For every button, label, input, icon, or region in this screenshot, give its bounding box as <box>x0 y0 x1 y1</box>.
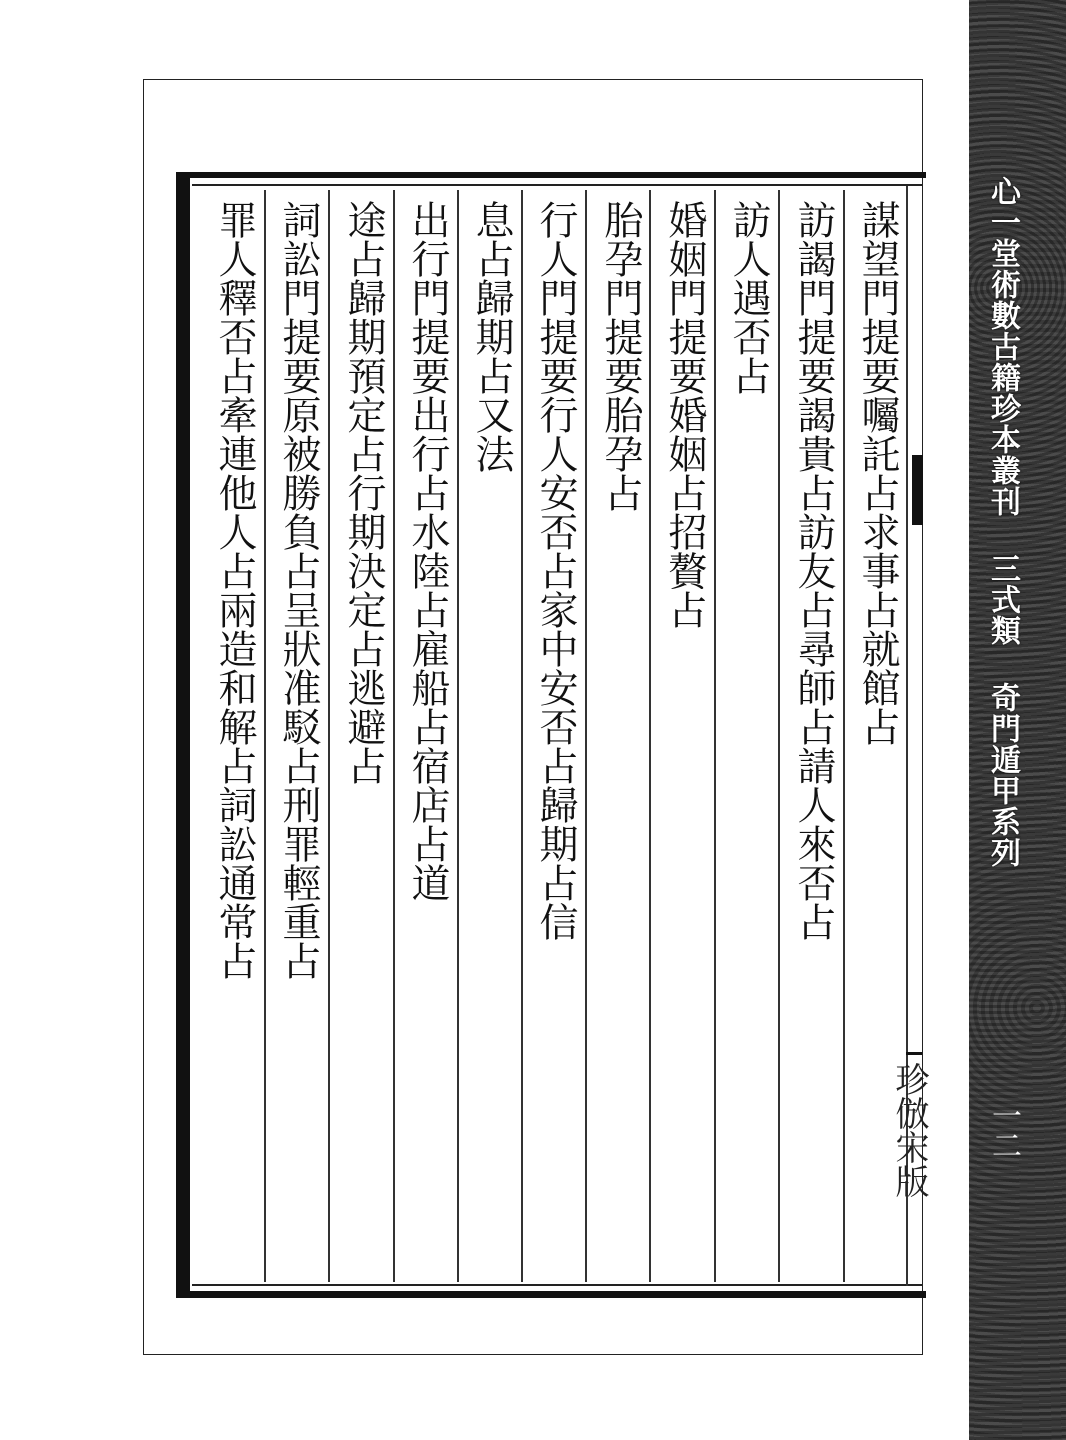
toc-entry: 牽連他人占 <box>212 395 257 590</box>
column-rule <box>843 190 845 1282</box>
column-rule <box>521 190 523 1282</box>
toc-entry: 息占 <box>469 200 514 278</box>
text-column-9 <box>334 200 392 1280</box>
column-rule <box>264 190 266 1282</box>
page-number: 一二 <box>986 1100 1021 1160</box>
text-column-7 <box>462 200 520 1280</box>
toc-entry: 原被勝負占 <box>276 395 321 590</box>
column-rule <box>393 190 395 1282</box>
toc-entry: 歸期占 <box>533 785 578 902</box>
text-column-2 <box>784 200 842 1280</box>
toc-entry: 兩造和解占 <box>212 590 257 785</box>
column-rule <box>585 190 587 1282</box>
toc-entry: 詞訟通常占 <box>212 785 257 980</box>
toc-entry: 詞訟門 <box>276 200 321 317</box>
bottom-rule <box>192 1284 922 1286</box>
text-column-11 <box>205 200 263 1280</box>
toc-entry: 行期決定占 <box>341 473 386 668</box>
margin-divider <box>906 1052 922 1055</box>
toc-entry: 信 <box>533 902 578 941</box>
toc-entry: 婚姻門 <box>662 200 707 317</box>
toc-entry: 歸期預定占 <box>341 278 386 473</box>
column-rule <box>649 190 651 1282</box>
toc-entry: 訪友占 <box>791 512 836 629</box>
text-column-6 <box>526 200 584 1280</box>
toc-entry: 出行占 <box>405 395 450 512</box>
toc-entry: 水陸占 <box>405 512 450 629</box>
toc-entry: 就館占 <box>855 629 900 746</box>
toc-entry: 提要 <box>791 317 836 395</box>
series-title: 心一堂術數古籍珍本叢刊 三式類 奇門遁甲系列 <box>985 176 1020 868</box>
text-column-4 <box>655 200 713 1280</box>
top-rule <box>192 184 922 186</box>
toc-entry: 行人門 <box>533 200 578 317</box>
toc-entry: 道 <box>405 863 450 902</box>
toc-entry: 行人安否占 <box>533 395 578 590</box>
toc-entry: 尋師占 <box>791 629 836 746</box>
toc-entry: 請人來否占 <box>791 746 836 941</box>
toc-entry: 提要 <box>276 317 321 395</box>
column-rule <box>714 190 716 1282</box>
toc-entry: 宿店占 <box>405 746 450 863</box>
toc-entry: 歸期占又法 <box>469 278 514 473</box>
text-column-8 <box>398 200 456 1280</box>
toc-entry: 謀望門 <box>855 200 900 317</box>
toc-entry: 途占 <box>341 200 386 278</box>
text-column-10 <box>269 200 327 1280</box>
toc-entry: 雇船占 <box>405 629 450 746</box>
toc-entry: 囑託占 <box>855 395 900 512</box>
fish-tail-mark <box>912 455 923 525</box>
toc-entry: 罪人釋否占 <box>212 200 257 395</box>
column-rule <box>328 190 330 1282</box>
toc-entry: 刑罪輕重占 <box>276 785 321 980</box>
toc-entry: 訪人遇否占 <box>726 200 771 395</box>
toc-entry: 提要 <box>662 317 707 395</box>
toc-entry: 呈狀准駁占 <box>276 590 321 785</box>
toc-entry: 提要 <box>533 317 578 395</box>
toc-entry: 謁貴占 <box>791 395 836 512</box>
text-column-3 <box>719 200 777 1280</box>
toc-entry: 逃避占 <box>341 668 386 785</box>
toc-entry: 提要 <box>598 317 643 395</box>
toc-entry: 招贅占 <box>662 512 707 629</box>
toc-entry: 婚姻占 <box>662 395 707 512</box>
column-rule <box>457 190 459 1282</box>
toc-entry: 胎孕門 <box>598 200 643 317</box>
edition-label: 珍倣宋版 <box>889 1062 929 1198</box>
toc-entry: 求事占 <box>855 512 900 629</box>
toc-entry: 家中安否占 <box>533 590 578 785</box>
toc-entry: 胎孕占 <box>598 395 643 512</box>
toc-entry: 提要 <box>855 317 900 395</box>
toc-entry: 提要 <box>405 317 450 395</box>
toc-entry: 出行門 <box>405 200 450 317</box>
text-column-5 <box>591 200 649 1280</box>
column-rule <box>778 190 780 1282</box>
toc-entry: 訪謁門 <box>791 200 836 317</box>
